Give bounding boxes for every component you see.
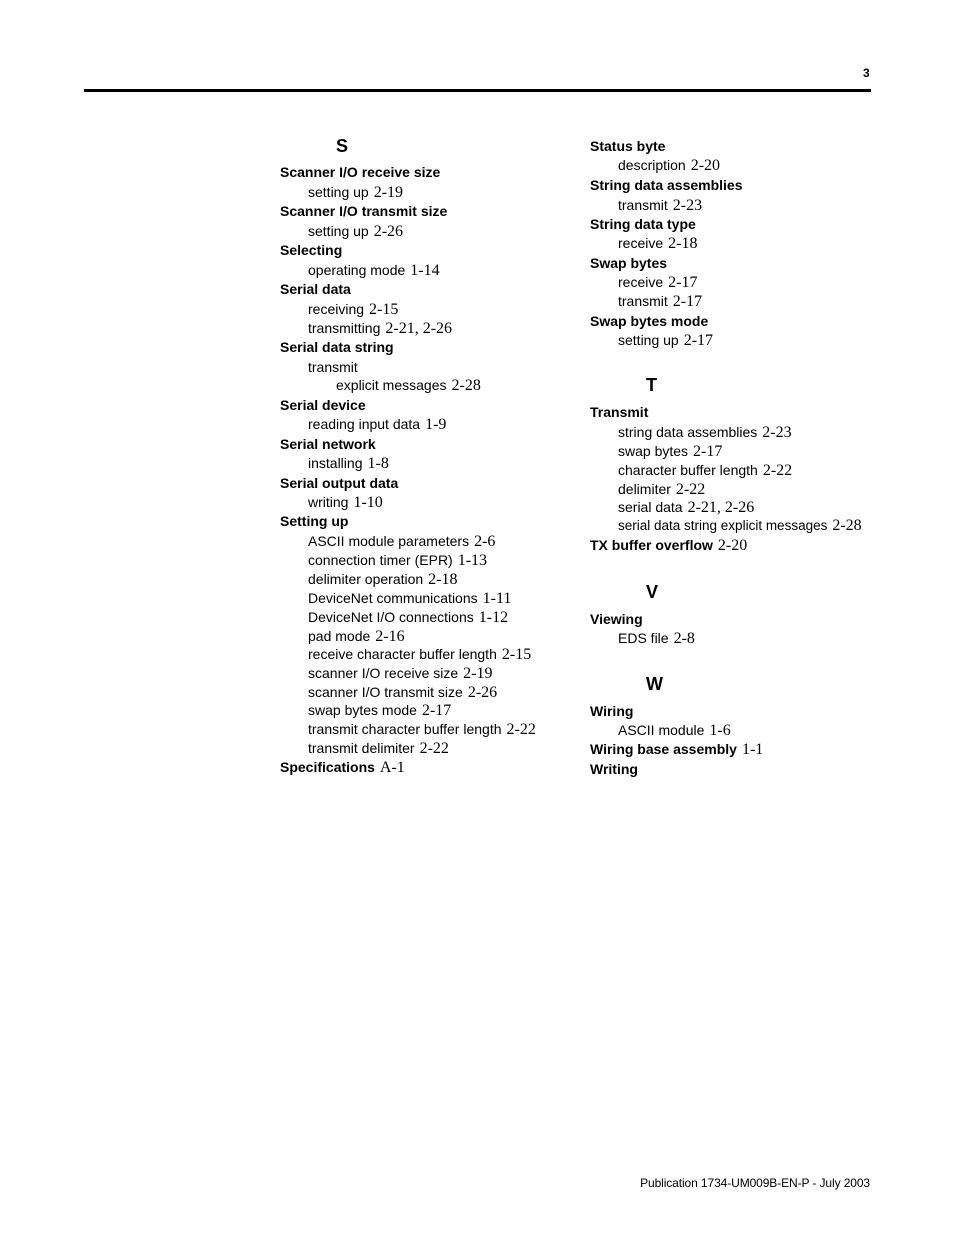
- index-term: receive: [618, 235, 664, 251]
- index-subentry: [280, 664, 493, 683]
- index-term: T: [646, 375, 657, 395]
- index-subentry: [280, 551, 487, 570]
- index-page-ref: 2-6: [474, 533, 496, 550]
- index-subentry: [590, 629, 695, 648]
- index-page-ref: 2-17: [672, 293, 703, 310]
- index-page-ref: 1-11: [482, 590, 512, 607]
- index-subsubentry: [280, 376, 481, 395]
- index-subentry: [590, 273, 697, 292]
- index-subentry: [590, 234, 697, 253]
- index-subentry: [280, 319, 452, 338]
- index-page-ref: 1-8: [367, 455, 389, 472]
- index-page-ref: 2-8: [673, 630, 695, 647]
- index-subentry: [280, 183, 403, 202]
- index-term: Transmit: [590, 404, 649, 420]
- index-term: TX buffer overflow: [590, 537, 713, 553]
- index-subentry: [280, 415, 446, 434]
- index-term: serial data string explicit messages: [618, 518, 828, 533]
- index-term: Scanner I/O receive size: [280, 164, 441, 180]
- index-term: ASCII module parameters: [308, 533, 470, 549]
- index-term: DeviceNet I/O connections: [308, 609, 474, 625]
- index-page-ref: 2-22: [506, 721, 536, 738]
- index-term: receive character buffer length: [308, 646, 497, 662]
- index-subentry: [280, 645, 531, 664]
- index-term: S: [336, 136, 349, 156]
- index-term: transmit character buffer length: [308, 721, 502, 737]
- index-page-ref: 2-18: [668, 235, 698, 252]
- index-term: String data type: [590, 216, 696, 232]
- index-term: transmitting: [308, 320, 381, 336]
- index-subentry: [280, 300, 398, 319]
- index-heading: [280, 512, 348, 530]
- index-subentry: [590, 461, 792, 480]
- index-subentry: [590, 423, 792, 442]
- index-page-ref: 2-16: [375, 628, 405, 645]
- index-term: Setting up: [280, 513, 349, 529]
- index-term: Serial output data: [280, 475, 399, 491]
- index-page-ref: 1-13: [457, 552, 488, 569]
- index-term: Wiring: [590, 703, 634, 719]
- index-subentry: [280, 493, 383, 512]
- index-subentry: [590, 498, 754, 517]
- index-subentry: [280, 608, 508, 627]
- index-subentry: [590, 292, 702, 311]
- index-term: swap bytes: [618, 443, 689, 459]
- index-page-ref: 2-21, 2-26: [687, 499, 755, 516]
- index-subentry: [590, 156, 720, 175]
- index-term: scanner I/O transmit size: [308, 684, 463, 700]
- index-term: serial data: [618, 499, 683, 515]
- index-term: DeviceNet communications: [308, 590, 478, 606]
- index-page-ref: A-1: [379, 759, 405, 776]
- index-term: ASCII module: [618, 722, 705, 738]
- index-heading: [590, 312, 708, 330]
- index-term: setting up: [618, 332, 679, 348]
- index-term: description: [618, 157, 686, 173]
- index-term: writing: [308, 494, 349, 510]
- index-term: Serial device: [280, 397, 366, 413]
- page-number: 3: [863, 66, 870, 80]
- index-term: Writing: [590, 761, 638, 777]
- index-page-ref: 2-15: [501, 646, 532, 663]
- index-subentry: [280, 358, 358, 376]
- index-page-ref: 2-20: [690, 157, 721, 174]
- index-term: W: [646, 674, 663, 694]
- index-term: receive: [618, 274, 664, 290]
- index-subentry: [280, 627, 405, 646]
- index-heading: [280, 202, 447, 220]
- index-page-ref: 2-22: [675, 481, 706, 498]
- index-subentry: [280, 720, 536, 739]
- index-heading: [280, 396, 366, 414]
- index-term: transmit: [618, 293, 668, 309]
- index-heading: [280, 280, 351, 298]
- index-term: Wiring base assembly: [590, 741, 737, 757]
- index-term: Selecting: [280, 242, 343, 258]
- index-subentry: [590, 480, 705, 499]
- index-subentry: [280, 683, 497, 702]
- index-heading: [590, 740, 763, 759]
- index-page-ref: 2-15: [369, 301, 399, 318]
- index-page-ref: 1-12: [478, 609, 509, 626]
- index-term: delimiter operation: [308, 571, 424, 587]
- index-term: scanner I/O receive size: [308, 665, 459, 681]
- index-heading: [590, 536, 747, 555]
- index-heading: [590, 403, 648, 421]
- index-page-ref: 2-19: [463, 665, 493, 682]
- index-heading: [280, 241, 342, 259]
- index-heading: [590, 137, 665, 155]
- index-subentry: [280, 532, 495, 551]
- index-page-ref: 2-17: [683, 332, 714, 349]
- index-term: transmit delimiter: [308, 740, 415, 756]
- index-term: explicit messages: [336, 377, 447, 393]
- index-term: installing: [308, 455, 363, 471]
- index-page-ref: 2-21, 2-26: [385, 320, 453, 337]
- index-subentry: [280, 589, 511, 608]
- index-term: V: [646, 582, 659, 602]
- index-section-letter: [646, 675, 663, 693]
- index-term: operating mode: [308, 262, 406, 278]
- index-heading: [280, 338, 394, 356]
- index-term: setting up: [308, 223, 369, 239]
- index-term: Serial network: [280, 436, 376, 452]
- index-heading: [280, 435, 376, 453]
- index-heading: [590, 215, 696, 233]
- index-term: connection timer (EPR): [308, 552, 453, 568]
- index-subentry: [590, 721, 731, 740]
- index-term: Viewing: [590, 611, 643, 627]
- index-section-letter: [646, 583, 658, 601]
- index-subentry: [590, 442, 722, 461]
- index-term: Serial data string: [280, 339, 394, 355]
- header-rule: [84, 89, 871, 92]
- index-page-ref: 2-17: [693, 443, 723, 460]
- index-subentry: [280, 739, 449, 758]
- index-page-ref: 2-22: [762, 462, 793, 479]
- index-term: EDS file: [618, 630, 669, 646]
- index-subentry: [280, 261, 440, 280]
- index-page-ref: 2-28: [832, 517, 862, 534]
- index-heading: [590, 254, 667, 272]
- index-page-ref: 2-20: [717, 537, 748, 554]
- index-page-ref: 2-23: [762, 424, 792, 441]
- index-heading: [280, 474, 398, 492]
- index-subentry: [590, 331, 713, 350]
- index-section-letter: [336, 137, 348, 155]
- index-term: reading input data: [308, 416, 421, 432]
- index-term: Status byte: [590, 138, 666, 154]
- index-term: string data assemblies: [618, 424, 758, 440]
- index-heading: [280, 163, 440, 181]
- index-page-ref: 2-26: [467, 684, 498, 701]
- index-term: transmit: [308, 359, 358, 375]
- index-page-ref: 2-17: [668, 274, 698, 291]
- index-page-ref: 2-17: [421, 702, 452, 719]
- index-page-ref: 2-26: [373, 223, 404, 240]
- index-subentry: [280, 570, 458, 589]
- index-term: String data assemblies: [590, 177, 743, 193]
- index-page-ref: 2-19: [373, 184, 404, 201]
- index-page-ref: 1-1: [741, 741, 764, 758]
- index-subentry: [280, 222, 403, 241]
- index-page-ref: 1-9: [425, 416, 447, 433]
- index-page-ref: 2-28: [451, 377, 481, 394]
- index-subentry: [280, 454, 389, 473]
- index-heading: [590, 760, 638, 778]
- index-page-ref: 2-23: [672, 197, 703, 214]
- index-term: pad mode: [308, 628, 371, 644]
- index-page-ref: 1-10: [353, 494, 383, 511]
- index-term: transmit: [618, 197, 668, 213]
- index-page-ref: 2-18: [428, 571, 458, 588]
- index-term: Scanner I/O transmit size: [280, 203, 448, 219]
- index-page-ref: 2-22: [419, 740, 449, 757]
- index-heading: [280, 758, 405, 777]
- index-term: delimiter: [618, 481, 671, 497]
- index-subentry: [280, 701, 451, 720]
- index-term: Serial data: [280, 281, 351, 297]
- index-page-ref: 1-14: [410, 262, 440, 279]
- index-term: character buffer length: [618, 462, 758, 478]
- index-term: setting up: [308, 184, 369, 200]
- index-term: swap bytes mode: [308, 702, 417, 718]
- index-section-letter: [646, 376, 657, 394]
- index-heading: [590, 610, 643, 628]
- index-heading: [590, 176, 743, 194]
- index-heading: [590, 702, 633, 720]
- index-page-ref: 1-6: [709, 722, 731, 739]
- index-term: Swap bytes: [590, 255, 668, 271]
- index-subentry: [590, 517, 862, 535]
- publication-footer: Publication 1734-UM009B-EN-P - July 2003: [640, 1176, 870, 1190]
- index-subentry: [590, 196, 702, 215]
- index-term: receiving: [308, 301, 365, 317]
- index-term: Swap bytes mode: [590, 313, 709, 329]
- index-term: Specifications: [280, 759, 375, 775]
